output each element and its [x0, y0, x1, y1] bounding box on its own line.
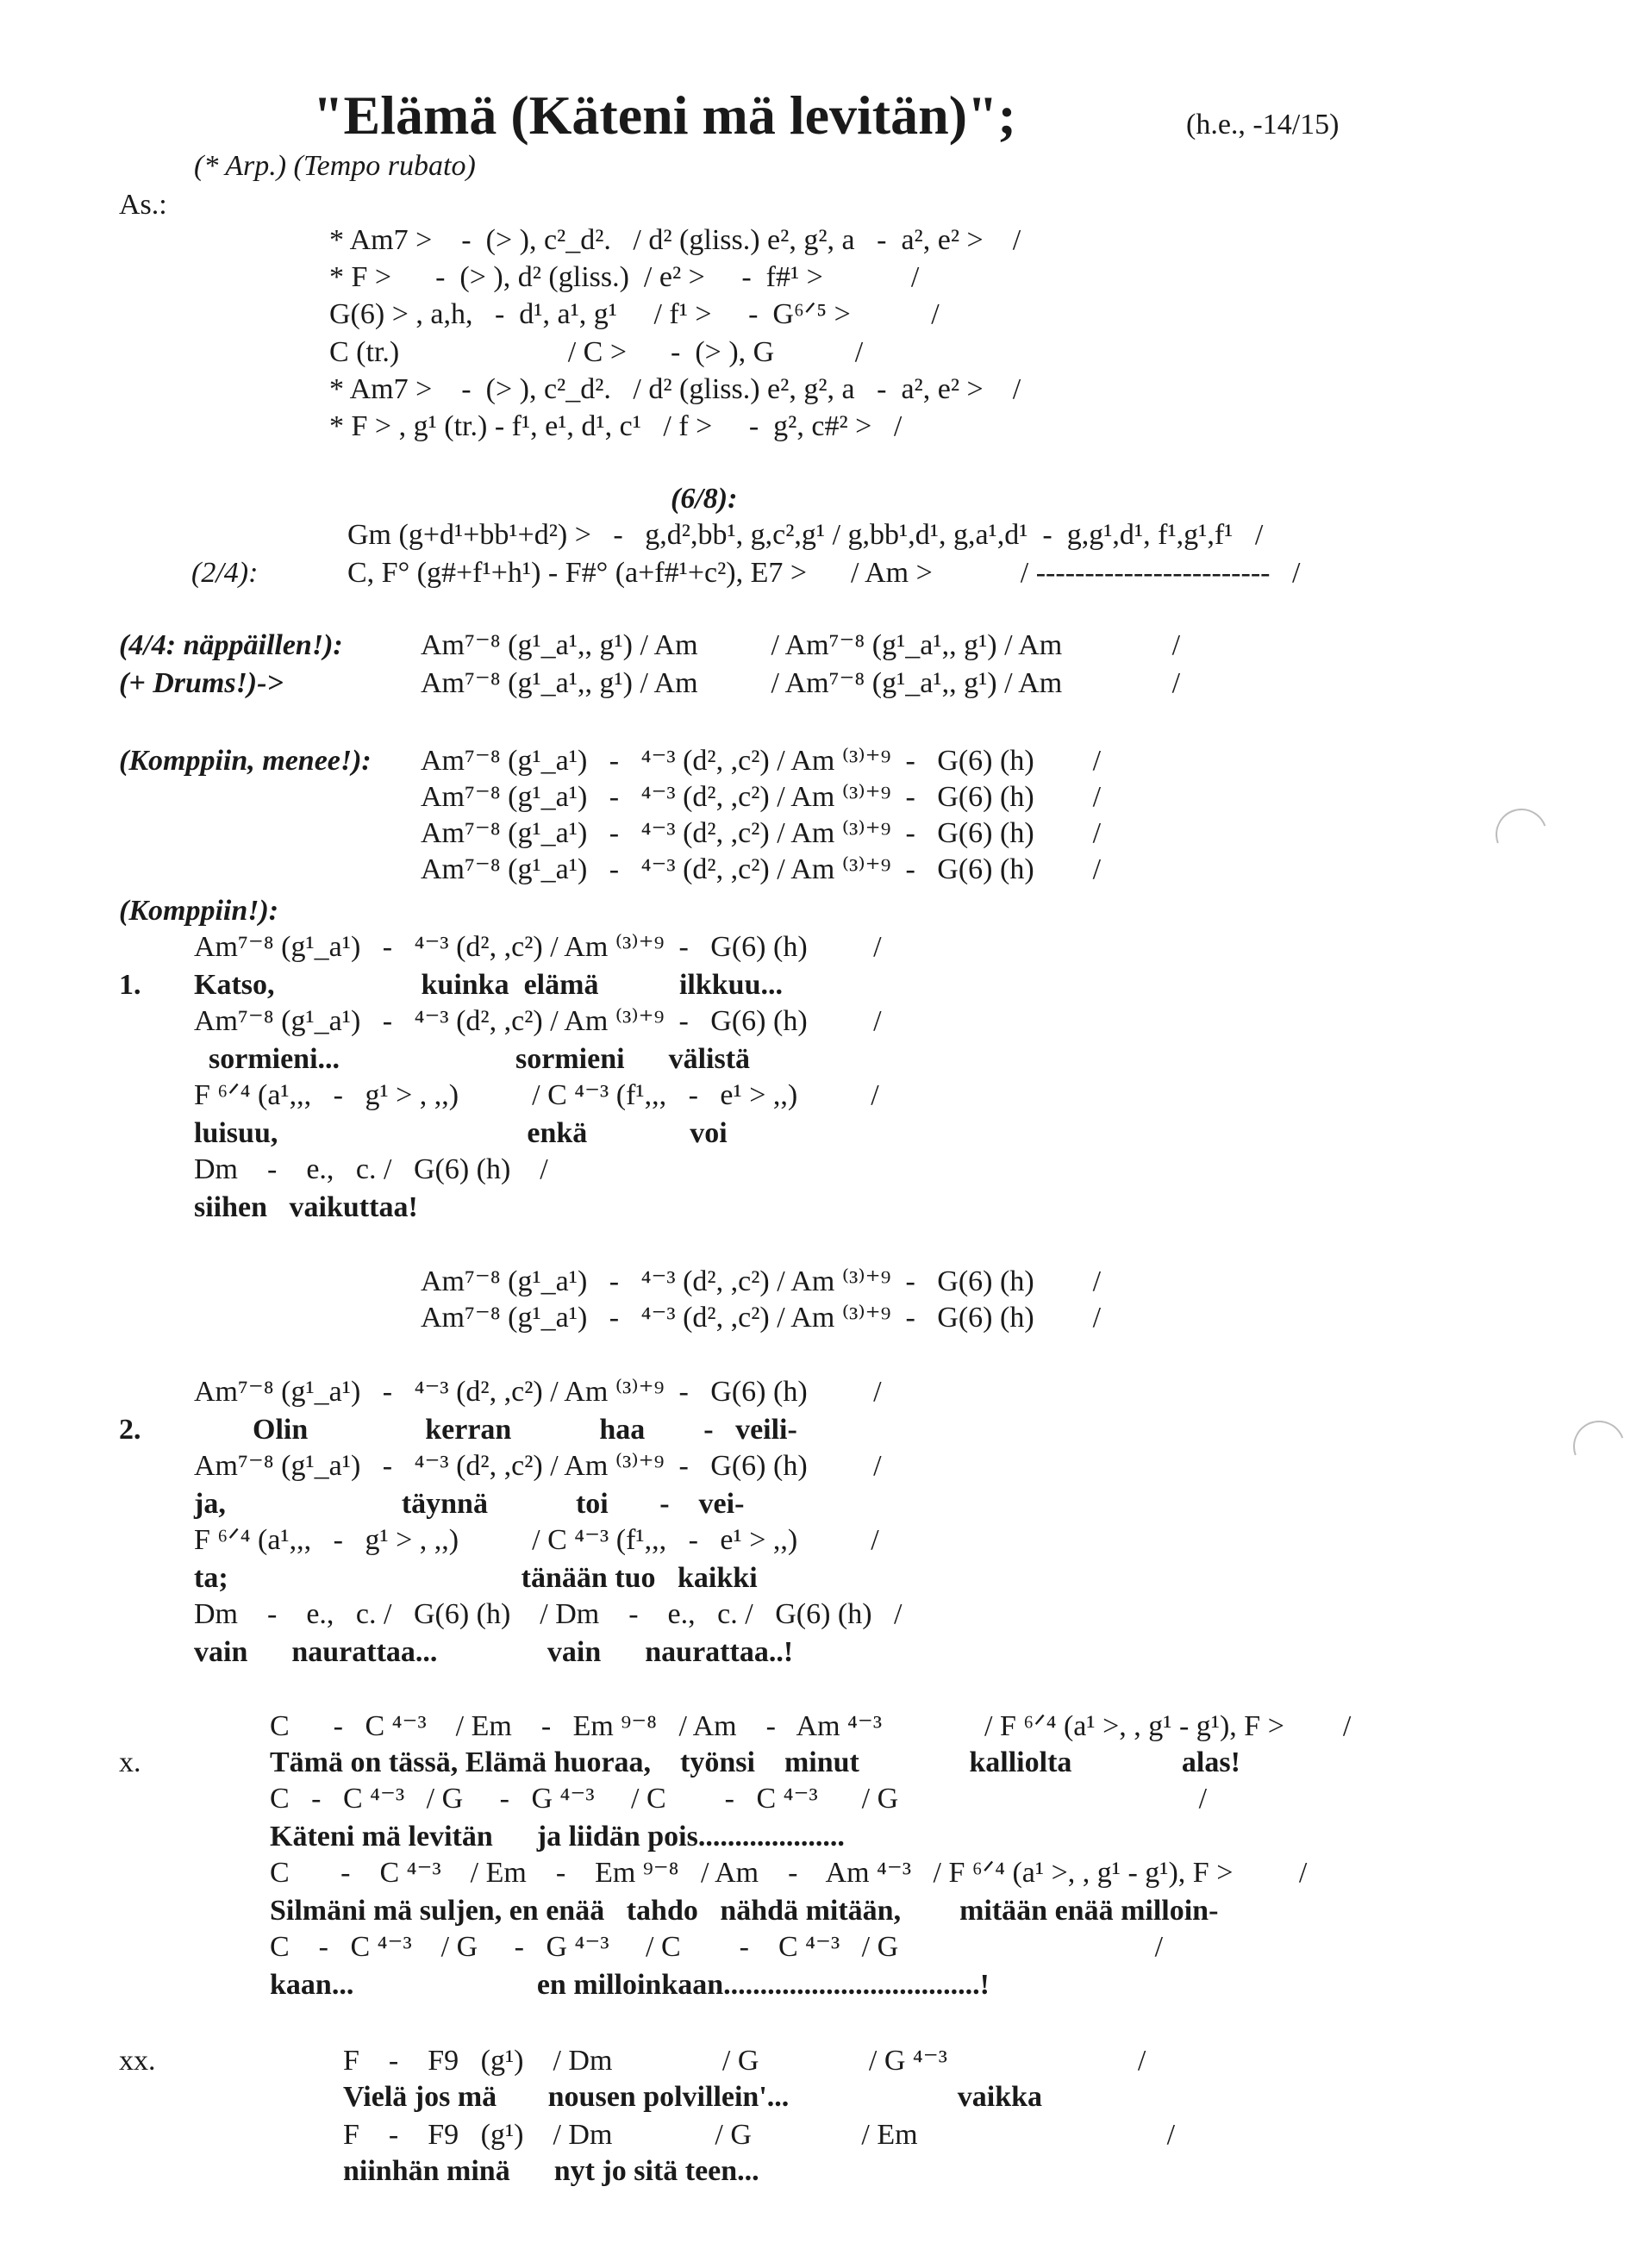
- chord-line: F - F9 (g¹) / Dm / G / G ⁴⁻³ /: [343, 2045, 1146, 2077]
- lyric-line: Katso, kuinka elämä ilkkuu...: [194, 969, 783, 1001]
- lyric-line: vain naurattaa... vain naurattaa..!: [194, 1636, 794, 1668]
- lyric-line: kaan... en milloinkaan...................................!: [270, 1969, 990, 2001]
- chord-line: C - C ⁴⁻³ / G - G ⁴⁻³ / C - C ⁴⁻³ / G /: [270, 1783, 1208, 1815]
- komppiin-line: Am⁷⁻⁸ (g¹_a¹) - ⁴⁻³ (d², ,c²) / Am ⁽³⁾⁺⁹ - G(6) (h) /: [421, 745, 1102, 777]
- interlude-line: Am⁷⁻⁸ (g¹_a¹) - ⁴⁻³ (d², ,c²) / Am ⁽³⁾⁺⁹ - G(6) (h) /: [421, 1265, 1102, 1297]
- chord-line: C - C ⁴⁻³ / Em - Em ⁹⁻⁸ / Am - Am ⁴⁻³ / F ⁶ᐟ⁴ (a¹ >, , g¹ - g¹), F > /: [270, 1857, 1308, 1889]
- chord-line: C - C ⁴⁻³ / G - G ⁴⁻³ / C - C ⁴⁻³ / G /: [270, 1931, 1164, 1963]
- lyric-line: Olin kerran haa - veili-: [194, 1414, 797, 1446]
- song-title: "Elämä (Käteni mä levitän)";: [313, 84, 1016, 146]
- punch-hole-mark: [1565, 1412, 1633, 1481]
- lyric-line: siihen vaikuttaa!: [194, 1191, 418, 1223]
- intro-line: C (tr.) / C > - (> ), G /: [329, 336, 864, 368]
- six-eight-line: Gm (g+d¹+bb¹+d²) > - g,d²,bb¹, g,c²,g¹ / g,bb¹,d¹, g,a¹,d¹ - g,g¹,d¹, f¹,g¹,f¹ /: [347, 519, 1264, 551]
- lyric-line: Silmäni mä suljen, en enää tahdo nähdä mitään, mitään enää milloin-: [270, 1895, 1219, 1927]
- lyric-line: Tämä on tässä, Elämä huoraa, työnsi minut kalliolta alas!: [270, 1746, 1240, 1778]
- chord-line: Dm - e., c. / G(6) (h) / Dm - e., c. / G(6) (h) /: [194, 1598, 903, 1630]
- time-signature-6-8: (6/8):: [671, 483, 738, 515]
- chorus-number: x.: [119, 1746, 141, 1778]
- intro-line: G(6) > , a,h, - d¹, a¹, g¹ / f¹ > - G⁶ᐟ⁵ > /: [329, 298, 940, 330]
- chord-line: Dm - e., c. / G(6) (h) /: [194, 1153, 548, 1185]
- nappaillen-line: Am⁷⁻⁸ (g¹_a¹,, g¹) / Am / Am⁷⁻⁸ (g¹_a¹,, g¹) / Am /: [421, 629, 1181, 661]
- intro-markings: (* Arp.) (Tempo rubato): [194, 150, 476, 182]
- two-four-line: C, F° (g#+f¹+h¹) - F#° (a+f#¹+c²), E7 > / Am > / ------------------------ /: [347, 557, 1301, 589]
- intro-line: * Am7 > - (> ), c²_d². / d² (gliss.) e², g², a - a², e² > /: [329, 224, 1021, 256]
- chord-line: Am⁷⁻⁸ (g¹_a¹) - ⁴⁻³ (d², ,c²) / Am ⁽³⁾⁺⁹ - G(6) (h) /: [194, 1005, 882, 1037]
- verse-number: 1.: [119, 969, 141, 1001]
- time-signature-2-4: (2/4):: [191, 557, 259, 589]
- intro-line: * F > - (> ), d² (gliss.) / e² > - f#¹ > /: [329, 261, 920, 293]
- author-date: (h.e., -14/15): [1186, 109, 1340, 141]
- intro-line: * F > , g¹ (tr.) - f¹, e¹, d¹, c¹ / f > - g², c#² > /: [329, 410, 903, 442]
- komppiin-line: Am⁷⁻⁸ (g¹_a¹) - ⁴⁻³ (d², ,c²) / Am ⁽³⁾⁺⁹ - G(6) (h) /: [421, 817, 1102, 849]
- komppiin-line: Am⁷⁻⁸ (g¹_a¹) - ⁴⁻³ (d², ,c²) / Am ⁽³⁾⁺⁹ - G(6) (h) /: [421, 853, 1102, 885]
- komppiin-line: Am⁷⁻⁸ (g¹_a¹) - ⁴⁻³ (d², ,c²) / Am ⁽³⁾⁺⁹ - G(6) (h) /: [421, 781, 1102, 813]
- chord-line: F - F9 (g¹) / Dm / G / Em /: [343, 2119, 1176, 2151]
- chorus-number: xx.: [119, 2045, 156, 2077]
- chord-line: Am⁷⁻⁸ (g¹_a¹) - ⁴⁻³ (d², ,c²) / Am ⁽³⁾⁺⁹ - G(6) (h) /: [194, 931, 882, 963]
- lyric-line: ta; tänään tuo kaikki: [194, 1562, 758, 1594]
- lyric-line: luisuu, enkä voi: [194, 1117, 728, 1149]
- intro-line: * Am7 > - (> ), c²_d². / d² (gliss.) e², g², a - a², e² > /: [329, 373, 1021, 405]
- komppiin-label: (Komppiin!):: [119, 895, 279, 927]
- lyric-line: ja, täynnä toi - vei-: [194, 1488, 745, 1520]
- lyric-line: sormieni... sormieni välistä: [194, 1043, 751, 1075]
- chord-line: C - C ⁴⁻³ / Em - Em ⁹⁻⁸ / Am - Am ⁴⁻³ / F ⁶ᐟ⁴ (a¹ >, , g¹ - g¹), F > /: [270, 1710, 1352, 1742]
- lyric-line: niinhän minä nyt jo sitä teen...: [343, 2155, 759, 2187]
- chord-line: Am⁷⁻⁸ (g¹_a¹) - ⁴⁻³ (d², ,c²) / Am ⁽³⁾⁺⁹ - G(6) (h) /: [194, 1450, 882, 1482]
- interlude-line: Am⁷⁻⁸ (g¹_a¹) - ⁴⁻³ (d², ,c²) / Am ⁽³⁾⁺⁹ - G(6) (h) /: [421, 1302, 1102, 1334]
- chord-line: F ⁶ᐟ⁴ (a¹,,, - g¹ > , ,,) / C ⁴⁻³ (f¹,,, - e¹ > ,,) /: [194, 1079, 879, 1111]
- verse-number: 2.: [119, 1414, 141, 1446]
- chord-line: Am⁷⁻⁸ (g¹_a¹) - ⁴⁻³ (d², ,c²) / Am ⁽³⁾⁺⁹ - G(6) (h) /: [194, 1376, 882, 1408]
- nappaillen-label: (4/4: näppäillen!):: [119, 629, 343, 661]
- nappaillen-line: Am⁷⁻⁸ (g¹_a¹,, g¹) / Am / Am⁷⁻⁸ (g¹_a¹,, g¹) / Am /: [421, 667, 1181, 699]
- lyric-line: Käteni mä levitän ja liidän pois....................: [270, 1821, 845, 1853]
- section-as-label: As.:: [119, 189, 167, 221]
- chord-line: F ⁶ᐟ⁴ (a¹,,, - g¹ > , ,,) / C ⁴⁻³ (f¹,,, - e¹ > ,,) /: [194, 1524, 879, 1556]
- punch-hole-mark: [1487, 800, 1556, 869]
- komppiin-menee-label: (Komppiin, menee!):: [119, 745, 372, 777]
- lyric-line: Vielä jos mä nousen polvillein'... vaikka: [343, 2081, 1043, 2113]
- drums-label: (+ Drums!)->: [119, 667, 284, 699]
